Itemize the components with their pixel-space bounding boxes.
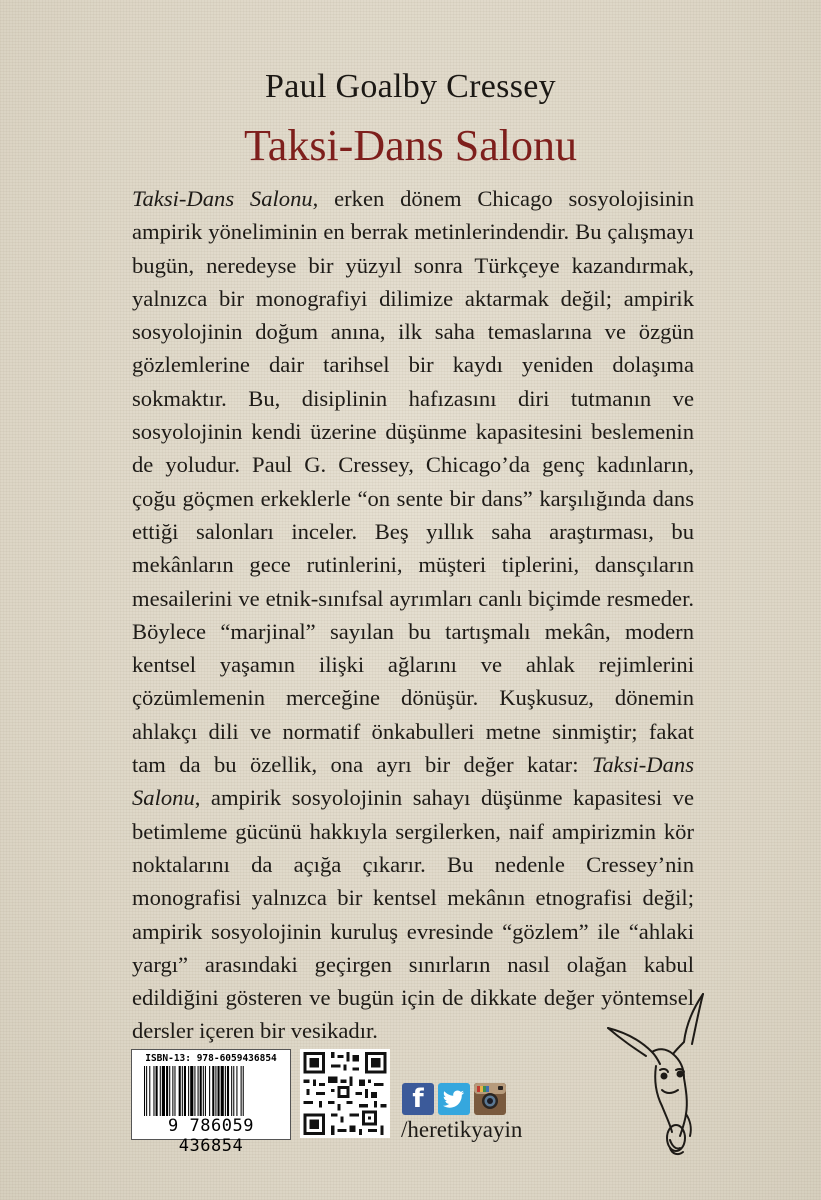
barcode-bar [144, 1066, 145, 1116]
book-title: Taksi-Dans Salonu [244, 121, 577, 170]
facebook-icon[interactable]: f [402, 1083, 434, 1115]
social-handle[interactable]: /heretikyayin [401, 1117, 523, 1142]
blurb-italic-title: Taksi-Dans Salonu [132, 186, 313, 211]
barcode-bar [205, 1066, 206, 1116]
barcode-bar [179, 1066, 181, 1116]
barcode-bar [149, 1066, 150, 1116]
barcode-bar [160, 1066, 161, 1116]
author-name: Paul Goalby Cressey [265, 68, 556, 105]
barcode-bar [212, 1066, 214, 1116]
barcode-bar [156, 1066, 158, 1116]
donkey-logo [600, 990, 715, 1160]
barcode-bar [233, 1066, 234, 1116]
barcode-bar [221, 1066, 224, 1116]
qr-code [300, 1049, 390, 1138]
isbn-label: ISBN-13: 978-6059436854 [145, 1053, 277, 1064]
barcode-bar [198, 1066, 199, 1116]
isbn-barcode [131, 1049, 291, 1156]
barcode-bar [227, 1066, 229, 1116]
barcode-bar [182, 1066, 183, 1116]
barcode-bar [215, 1066, 216, 1116]
instagram-icon[interactable] [474, 1083, 506, 1115]
barcode-bar [218, 1066, 220, 1116]
blurb-segment-1: , erken dönem Chicago sosyolojisinin ampirik yöneliminin en berrak metinlerindendir. Bu çalışmayı bugün, neredeyse bir yüzyıl sonra Türkçeye kazandırmak, yalnızca bir monografiyi dilimize aktarmak değil; ampirik sosyolojinin doğum anına, ilk saha temaslarına ve özgün gözlemlerine dair tarihsel bir kaydı yeniden dolaşıma sokmaktır. Bu, disiplinin hafızasını diri tutmanın ve sosyolojinin kendi üzerine düşünme kapasitesini beslemenin de yoludur. Paul G. Cressey, Chicago’da genç kadınların, çoğu göçmen erkeklerle “on sente bir dans” karşılığında dans ettiği salonları inceler. Beş yıllık saha araştırması, bu mekânların gece rutinlerini, müşteri tiplerini, dansçıların mesailerini ve etnik-sınıfsal ayrımları canlı biçimde resmeder. Böylece “marjinal” sayılan bu tartışmalı mekân, modern kentsel yaşamın ilişki ağlarını ve ahlak rejimlerini çözümlemenin merceğine dönüşür. Kuşkusuz, dönemin ahlakçı dili ve normatif önkabulleri metne sinmiştir; fakat tam da bu özellik, ona ayrı bir değer katar: [132, 186, 694, 778]
blurb-text [132, 182, 694, 1048]
barcode-bar [174, 1066, 175, 1116]
barcode-bar [169, 1066, 170, 1116]
barcode-digits: 9 786059 436854 [168, 1116, 254, 1156]
barcode-bar [172, 1066, 173, 1116]
barcode-bar [194, 1066, 195, 1116]
barcode-bars [144, 1066, 278, 1116]
social-icons [402, 1083, 506, 1115]
blurb-paragraph [132, 182, 694, 1048]
barcode-bar [162, 1066, 165, 1116]
barcode-bar [166, 1066, 168, 1116]
barcode-bar [190, 1066, 193, 1116]
barcode-bar [231, 1066, 232, 1116]
twitter-icon[interactable] [438, 1083, 470, 1115]
blurb-italic-title-2: Taksi-Dans Salonu [132, 752, 694, 811]
barcode-bar [146, 1066, 147, 1116]
barcode-bar [241, 1066, 242, 1116]
barcode-bar [236, 1066, 237, 1116]
barcode-bar [209, 1066, 210, 1116]
barcode-bar [243, 1066, 244, 1116]
barcode-bar [153, 1066, 154, 1116]
blurb-segment-2: , ampirik sosyolojinin sahayı düşünme kapasitesi ve betimleme gücünü hakkıyla sergilerken, naif ampirizmin kör noktalarını da açığa çıkarır. Bu nedenle Cressey’nin monografisi yalnızca bir kentsel mekânın etnografisi değil; ampirik sosyolojinin kuruluş evresinde “gözlem” ile “ahlaki yargı” arasındaki geçirgen sınırların nasıl olağan kabul edildiğini gösteren ve bugün için de dikkate değer yöntemsel dersler içeren bir vesikadır. [132, 785, 694, 1044]
barcode-bar [200, 1066, 202, 1116]
barcode-bar [225, 1066, 226, 1116]
barcode-bar [203, 1066, 204, 1116]
qr-code-image [300, 1049, 390, 1138]
barcode-bar [188, 1066, 189, 1116]
barcode-bar [184, 1066, 186, 1116]
